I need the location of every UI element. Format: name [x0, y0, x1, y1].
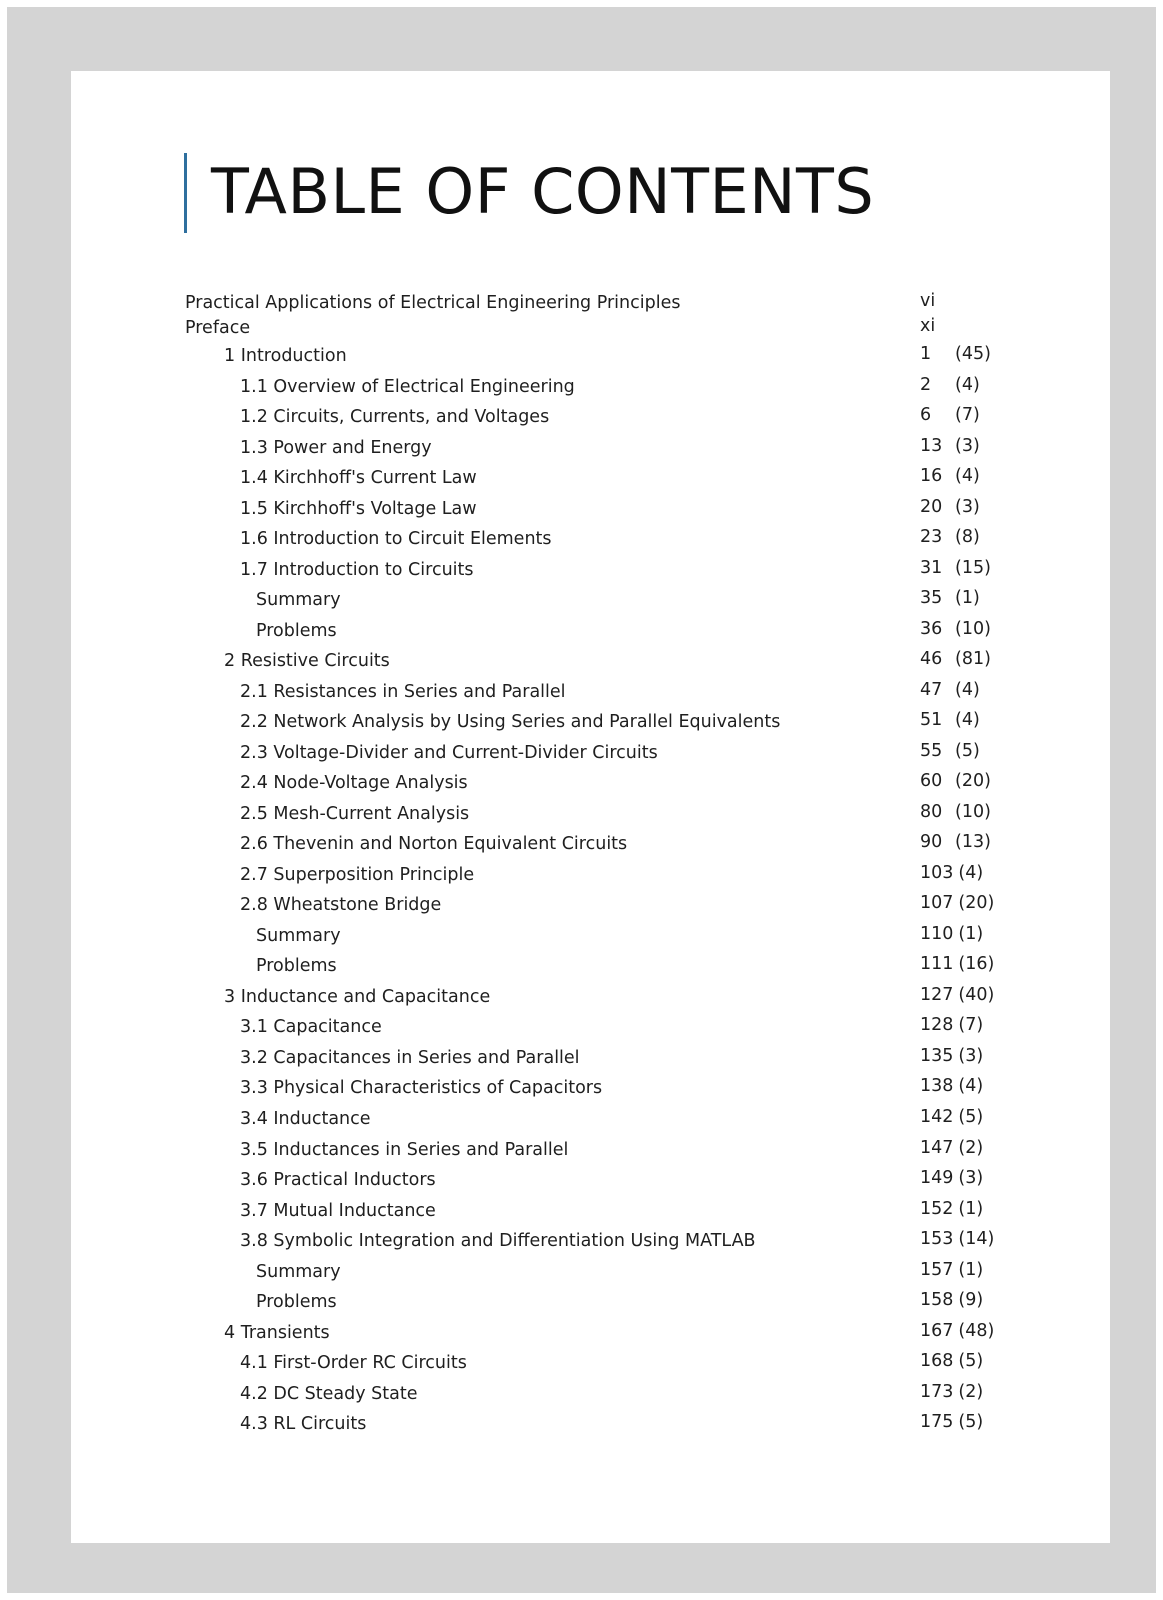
toc-entry-title: 3.8 Symbolic Integration and Differentiation Using MATLAB: [240, 1231, 756, 1252]
toc-entry[interactable]: [71, 465, 1110, 491]
toc-entry[interactable]: [71, 984, 1110, 1010]
toc-entry-page-number: 51: [920, 710, 943, 731]
toc-entry-page-count: (3): [955, 435, 980, 456]
toc-entry-page-number: 35: [920, 588, 943, 609]
toc-entry-title: Practical Applications of Electrical Engineering Principles: [185, 293, 681, 313]
toc-entry[interactable]: [71, 679, 1110, 705]
toc-entry[interactable]: [71, 709, 1110, 735]
toc-entry-page-count: (10): [955, 801, 991, 822]
toc-entry-title: 3.2 Capacitances in Series and Parallel: [240, 1047, 580, 1068]
toc-entry-page-number: 13: [920, 435, 943, 456]
toc-entry-page-count: (10): [955, 618, 991, 639]
toc-entry-page-count: (3): [955, 496, 980, 517]
toc-entry[interactable]: [71, 892, 1110, 918]
toc-entry-title: 2.5 Mesh-Current Analysis: [240, 803, 470, 824]
toc-entry-title: Problems: [256, 956, 337, 977]
toc-entry-title: 2.2 Network Analysis by Using Series and Parallel Equivalents: [240, 712, 781, 733]
toc-entry-page-number: 157: [920, 1259, 954, 1280]
toc-entry[interactable]: [71, 1289, 1110, 1315]
toc-entry-page-number: 138: [920, 1076, 954, 1097]
toc-entry-title: 1.4 Kirchhoff's Current Law: [240, 468, 477, 489]
toc-entry-page-count: (81): [955, 649, 991, 670]
toc-entry[interactable]: [71, 1411, 1110, 1437]
toc-entry[interactable]: [71, 1167, 1110, 1193]
toc-entry-page-count: (13): [955, 832, 991, 853]
toc-entry-page-count: (45): [955, 344, 991, 364]
toc-entry-page-number: 147: [920, 1137, 954, 1158]
toc-entry[interactable]: [71, 862, 1110, 888]
toc-entry[interactable]: [71, 290, 1110, 316]
toc-entry-page-count: (5): [958, 1107, 984, 1127]
toc-entry-title: 2.1 Resistances in Series and Parallel: [240, 681, 566, 702]
toc-entry-page-number: 23: [920, 527, 943, 548]
toc-entry-page-number: 128: [920, 1015, 954, 1036]
toc-entry-page-number: 173: [920, 1381, 954, 1402]
toc-entry-title: 4.3 RL Circuits: [240, 1414, 367, 1435]
toc-list: [71, 290, 1110, 1540]
toc-entry-page-number: xi: [920, 316, 936, 336]
title-accent-bar: [184, 153, 187, 233]
toc-entry-page-number: 167: [920, 1320, 954, 1341]
toc-entry-page-count: (9): [958, 1290, 984, 1311]
toc-entry-title: 3.5 Inductances in Series and Parallel: [240, 1139, 569, 1160]
toc-entry[interactable]: [71, 374, 1110, 400]
toc-entry[interactable]: [71, 831, 1110, 857]
toc-entry-title: Summary: [256, 1261, 341, 1282]
toc-entry-page-count: (5): [955, 740, 980, 761]
toc-entry-page-number: 80: [920, 801, 943, 822]
toc-entry-page-number: 142: [920, 1107, 954, 1127]
toc-entry-title: Summary: [256, 925, 341, 946]
toc-entry-page-number: 31: [920, 557, 943, 578]
toc-entry-page-number: 149: [920, 1168, 954, 1189]
toc-entry[interactable]: [71, 1045, 1110, 1071]
toc-entry-page-count: (8): [955, 527, 980, 548]
toc-entry[interactable]: [71, 1075, 1110, 1101]
toc-entry[interactable]: [71, 435, 1110, 461]
toc-entry[interactable]: [71, 770, 1110, 796]
toc-entry-page-count: (4): [958, 1076, 984, 1097]
toc-entry[interactable]: [71, 1014, 1110, 1040]
toc-entry-page-count: (2): [958, 1381, 984, 1402]
toc-entry-page-number: 20: [920, 496, 943, 517]
toc-entry[interactable]: [71, 1198, 1110, 1224]
toc-entry-page-number: 2: [920, 374, 932, 395]
toc-entry-page-count: (1): [958, 1259, 984, 1280]
toc-entry-title: Summary: [256, 590, 341, 611]
toc-entry-page-count: (5): [958, 1412, 984, 1433]
toc-entry-page-number: 46: [920, 649, 943, 670]
toc-entry[interactable]: [71, 740, 1110, 766]
toc-entry-page-number: 16: [920, 466, 943, 487]
toc-entry-title: 3.1 Capacitance: [240, 1017, 382, 1038]
toc-entry-page-count: (4): [955, 679, 980, 700]
toc-entry-title: 1.1 Overview of Electrical Engineering: [240, 376, 575, 397]
toc-entry-page-count: (3): [958, 1045, 984, 1066]
toc-entry-title: 3 Inductance and Capacitance: [224, 986, 491, 1007]
toc-entry-page-number: 1: [920, 344, 932, 364]
toc-entry-page-number: 90: [920, 832, 943, 853]
toc-entry-page-number: 152: [920, 1198, 954, 1219]
toc-entry-page-count: (7): [958, 1015, 984, 1036]
toc-entry-title: Problems: [256, 1292, 337, 1313]
toc-entry[interactable]: [71, 526, 1110, 552]
toc-entry-title: 3.6 Practical Inductors: [240, 1170, 436, 1191]
toc-entry-title: 2.8 Wheatstone Bridge: [240, 895, 442, 916]
toc-entry-page-count: (4): [955, 466, 980, 487]
toc-entry-title: 4.2 DC Steady State: [240, 1383, 418, 1404]
toc-entry-page-number: 153: [920, 1229, 954, 1250]
toc-entry[interactable]: [71, 1320, 1110, 1346]
toc-entry-page-number: 47: [920, 679, 943, 700]
toc-entry-title: 1 Introduction: [224, 346, 347, 366]
toc-entry-title: 3.7 Mutual Inductance: [240, 1200, 436, 1221]
toc-entry[interactable]: [71, 801, 1110, 827]
toc-entry-page-number: 135: [920, 1045, 954, 1066]
toc-entry-title: 1.7 Introduction to Circuits: [240, 559, 474, 580]
toc-entry-page-count: (4): [955, 374, 980, 395]
toc-entry-title: 1.5 Kirchhoff's Voltage Law: [240, 498, 477, 519]
toc-entry-page-number: 168: [920, 1351, 954, 1372]
toc-entry-page-count: (20): [958, 893, 995, 914]
toc-entry-page-number: 110: [920, 923, 954, 944]
toc-entry-page-number: 60: [920, 771, 943, 792]
toc-entry-page-number: 175: [920, 1412, 954, 1433]
toc-entry[interactable]: [71, 557, 1110, 583]
toc-entry-title: 3.3 Physical Characteristics of Capacitors: [240, 1078, 603, 1099]
page-frame: [7, 7, 1156, 1593]
toc-entry-title: 2.7 Superposition Principle: [240, 864, 475, 885]
toc-entry[interactable]: [71, 404, 1110, 430]
toc-entry[interactable]: [71, 343, 1110, 369]
toc-entry-page-count: (5): [958, 1351, 984, 1372]
toc-entry-title: 3.4 Inductance: [240, 1109, 371, 1129]
toc-entry-page-number: 103: [920, 862, 954, 883]
toc-entry-title: 2 Resistive Circuits: [224, 651, 390, 672]
toc-entry[interactable]: [71, 1350, 1110, 1376]
toc-entry-page-count: (2): [958, 1137, 984, 1158]
toc-entry-title: Preface: [185, 318, 251, 338]
toc-entry-page-number: 127: [920, 984, 954, 1005]
toc-entry-page-count: (1): [955, 588, 980, 609]
toc-entry[interactable]: [71, 618, 1110, 644]
toc-entry-page-number: 36: [920, 618, 943, 639]
toc-entry-page-count: (40): [958, 984, 995, 1005]
toc-entry[interactable]: [71, 953, 1110, 979]
toc-entry[interactable]: [71, 1106, 1110, 1132]
toc-entry-page-number: 107: [920, 893, 954, 914]
toc-entry-page-number: 111: [920, 954, 954, 975]
toc-entry-title: 2.3 Voltage-Divider and Current-Divider Circuits: [240, 742, 658, 763]
toc-entry-page-count: (7): [955, 405, 980, 426]
toc-entry-page-count: (14): [958, 1229, 995, 1250]
toc-entry-page-count: (48): [958, 1320, 995, 1341]
toc-entry[interactable]: [71, 1259, 1110, 1285]
toc-entry-title: 1.2 Circuits, Currents, and Voltages: [240, 407, 550, 428]
toc-entry[interactable]: [71, 496, 1110, 522]
toc-entry[interactable]: [71, 587, 1110, 613]
toc-entry-page-count: (20): [955, 771, 991, 792]
toc-entry[interactable]: [71, 1137, 1110, 1163]
toc-entry-title: 1.3 Power and Energy: [240, 437, 432, 458]
toc-entry-page-number: 6: [920, 405, 932, 426]
toc-entry[interactable]: [71, 1228, 1110, 1254]
toc-entry-title: 4.1 First-Order RC Circuits: [240, 1353, 467, 1374]
toc-entry-page-number: vi: [920, 291, 936, 311]
document-page: [71, 71, 1110, 1543]
toc-entry-title: 2.4 Node-Voltage Analysis: [240, 773, 468, 794]
toc-entry-title: 4 Transients: [224, 1322, 330, 1343]
toc-entry-page-count: (4): [958, 862, 984, 883]
toc-entry-title: Problems: [256, 620, 337, 641]
toc-entry-page-number: 158: [920, 1290, 954, 1311]
toc-entry-page-count: (1): [958, 1198, 984, 1219]
toc-entry-page-count: (16): [958, 954, 995, 975]
toc-entry-page-count: (4): [955, 710, 980, 731]
toc-entry[interactable]: [71, 315, 1110, 341]
toc-entry-title: 2.6 Thevenin and Norton Equivalent Circuits: [240, 834, 628, 855]
toc-entry[interactable]: [71, 1381, 1110, 1407]
toc-entry[interactable]: [71, 648, 1110, 674]
toc-entry-page-count: (3): [958, 1168, 984, 1189]
toc-entry[interactable]: [71, 923, 1110, 949]
toc-entry-page-count: (1): [958, 923, 984, 944]
toc-entry-title: 1.6 Introduction to Circuit Elements: [240, 529, 552, 550]
page-title: TABLE OF CONTENTS: [211, 155, 875, 228]
toc-entry-page-count: (15): [955, 557, 991, 578]
toc-entry-page-number: 55: [920, 740, 943, 761]
